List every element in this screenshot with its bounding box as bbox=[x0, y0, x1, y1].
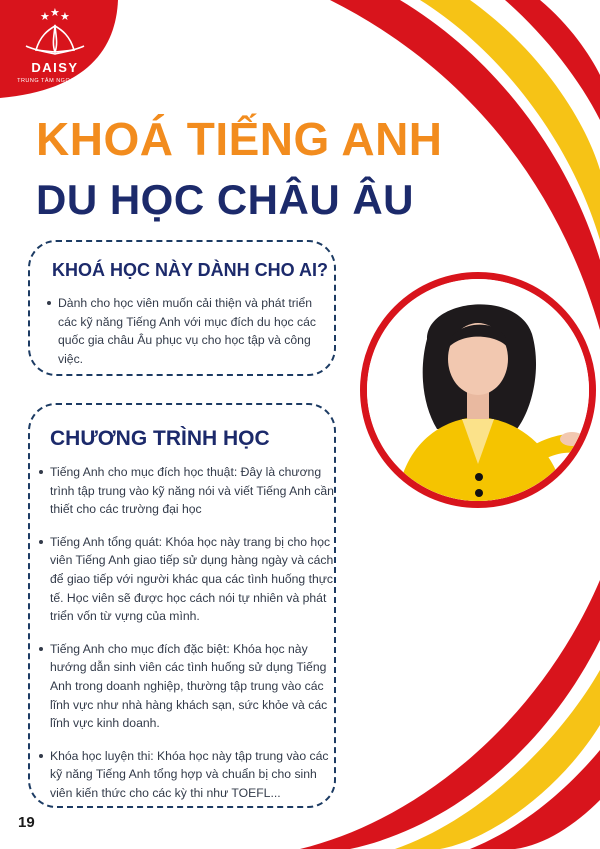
page-title-line-2: DU HỌC CHÂU ÂU bbox=[36, 176, 414, 223]
logo bbox=[0, 0, 120, 100]
page-title-line-1: KHOÁ TIẾNG ANH bbox=[36, 113, 443, 165]
person-illustration bbox=[367, 279, 589, 501]
list-item: Tiếng Anh tổng quát: Khóa học này trang bị cho học viên Tiếng Anh giao tiếp sử dụng hàng ngày và cách để giao tiếp với người khác qua các tình huống thực tế. Học viên sẽ được học cách nói tự nhiên và phát triển vốn từ vựng của mình. bbox=[50, 533, 340, 626]
page-number: 19 bbox=[18, 814, 35, 831]
logo-name: DAISY bbox=[31, 60, 79, 75]
list-item: Tiếng Anh cho mục đích học thuật: Đây là chương trình tập trung vào kỹ năng nói và viết Tiếng Anh cần thiết cho các trường đại học bbox=[50, 463, 340, 519]
list-item: Tiếng Anh cho mục đích đặc biệt: Khóa học này hướng dẫn sinh viên các tình huống sử dụng Tiếng Anh trong doanh nghiệp, thường tập trung vào các lĩnh vực như nhà hàng khách sạn, sức khỏe và các lĩnh vực kinh doanh. bbox=[50, 640, 340, 733]
portrait-photo bbox=[360, 272, 596, 508]
program-list bbox=[34, 463, 340, 817]
svg-text:★: ★ bbox=[50, 6, 60, 19]
audience-list bbox=[42, 294, 320, 382]
logo-tagline: TRUNG TÂM NGOẠI NGỮ bbox=[17, 78, 93, 84]
list-item: Khóa học luyện thi: Khóa học này tập trung vào các kỹ năng Tiếng Anh tổng hợp và chuẩn bị cho sinh viên kiến thức cho các kỳ thi như TOEFL... bbox=[50, 747, 340, 803]
audience-heading: KHOÁ HỌC NÀY DÀNH CHO AI? bbox=[52, 260, 329, 280]
program-heading: CHƯƠNG TRÌNH HỌC bbox=[50, 427, 270, 450]
logo-badge bbox=[0, 0, 120, 100]
audience-box bbox=[28, 240, 336, 376]
list-item: Dành cho học viên muốn cải thiện và phát triển các kỹ năng Tiếng Anh với mục đích du học các quốc gia châu Âu phục vụ cho học tập và công việc. bbox=[58, 294, 320, 368]
program-box bbox=[28, 403, 336, 808]
svg-text:★: ★ bbox=[60, 10, 70, 23]
svg-text:★: ★ bbox=[40, 10, 50, 23]
